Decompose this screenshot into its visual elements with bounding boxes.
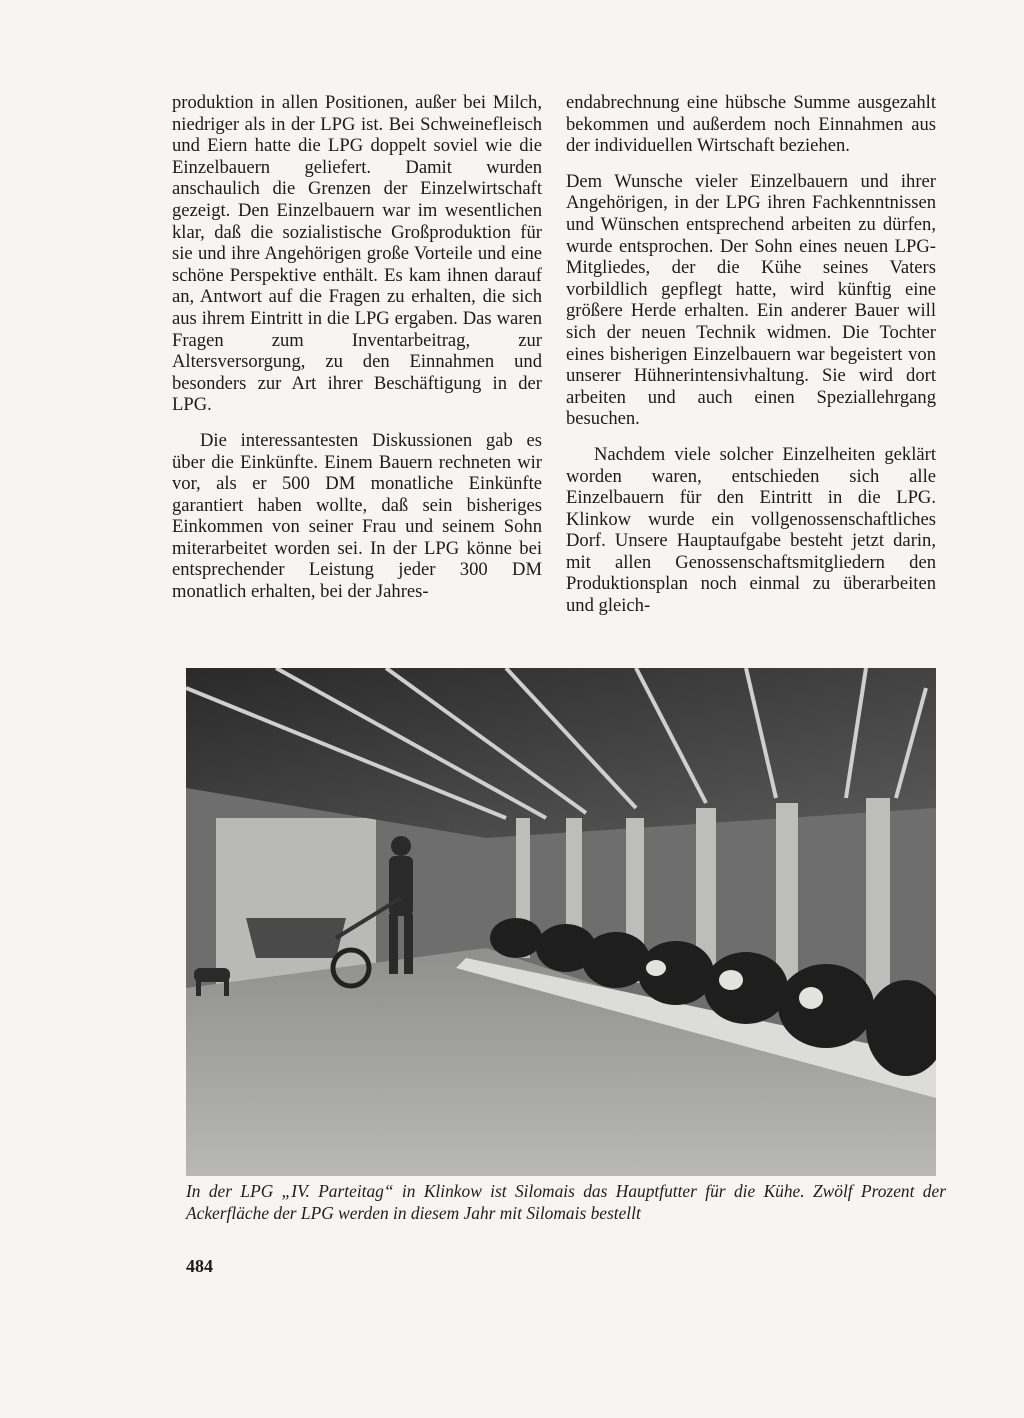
left-paragraph-1: produktion in allen Positionen, außer bei Milch, niedriger als in der LPG ist. Bei Schweinefleisch und Eiern hatte die LPG doppelt soviel wie die Einzelbauern geliefert. Damit wurden anschaulich die Grenzen der Einzelwirtschaft gezeigt. Den Einzelbauern war im wesentlichen klar, daß die sozialistische Großproduktion für sie und ihre Angehörigen große Vorteile und eine schöne Perspektive enthält. Es kam ihnen darauf an, Antwort auf die Fragen zu erhalten, die sich aus ihrem Eintritt in die LPG ergaben. Das waren Fragen zum Inventarbeitrag, zur Altersversorgung, zu den Einnahmen und besonders zur Art ihrer Beschäftigung in der LPG. xyxy=(172,92,542,416)
page-number: 484 xyxy=(186,1256,213,1276)
photo-caption: In der LPG „IV. Parteitag“ in Klinkow ist Silomais das Hauptfutter für die Kühe. Zwölf Prozent der Ackerfläche der LPG werden in diesem Jahr mit Silomais bestellt xyxy=(186,1181,946,1223)
cow-barn-photo xyxy=(186,668,936,1176)
barn-back-opening xyxy=(216,818,376,988)
right-paragraph-2: Dem Wunsche vieler Einzelbauern und ihrer Angehörigen, in der LPG ihren Fachkenntnissen und Wünschen entsprechend arbeiten zu dürfen, wurde entsprochen. Der Sohn eines neuen LPG-Mitgliedes, der die Kühe seines Vaters vorbildlich gepflegt hatte, wird künftig eine größere Herde erhalten. Ein anderer Bauer will sich der neuen Technik widmen. Die Tochter eines bisherigen Einzelbauern war begeistert von unserer Hühnerintensivhaltung. Sie wird dort arbeiten und auch einen Speziallehrgang besuchen. xyxy=(566,170,936,430)
left-text-column xyxy=(172,92,542,617)
right-paragraph-3: Nachdem viele solcher Einzelheiten geklärt worden waren, entschieden sich alle Einzelbauern für den Eintritt in die LPG. Klinkow wurde ein vollgenossenschaftliches Dorf. Unsere Hauptaufgabe besteht jetzt darin, mit allen Genossenschaftsmitgliedern den Produktionsplan noch einmal zu überarbeiten und gleich- xyxy=(566,443,936,617)
right-text-column xyxy=(566,92,936,631)
cow-barn-illustration xyxy=(186,668,936,1176)
left-paragraph-2: Die interessantesten Diskussionen gab es über die Einkünfte. Einem Bauern rechneten wir vor, als er 500 DM monatliche Einkünfte garantiert haben wollte, daß sein bisheriges Einkommen von seiner Frau und seinem Sohn miterarbeitet worden sei. In der LPG könne bei entsprechender Leistung jeder 300 DM monatlich erhalten, bei der Jahres- xyxy=(172,429,542,603)
right-paragraph-1: endabrechnung eine hübsche Summe ausgezahlt bekommen und außerdem noch Einnahmen aus der individuellen Wirtschaft beziehen. xyxy=(566,92,936,157)
